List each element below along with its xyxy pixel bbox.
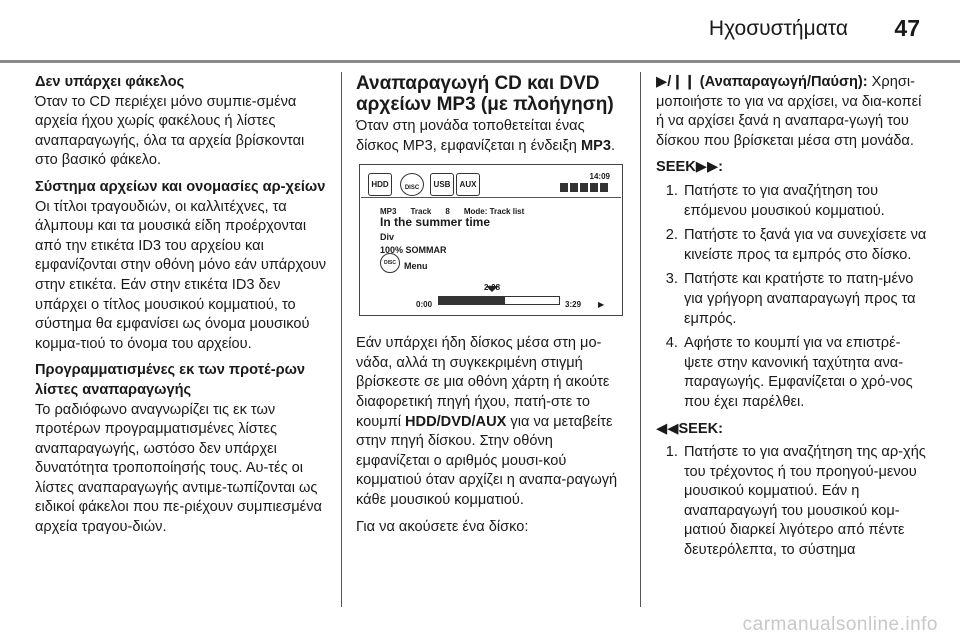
section-heading-file-system: Σύστημα αρχείων και ονομασίες αρ-χείων xyxy=(35,178,326,195)
hdd-dvd-aux-button-label: HDD/DVD/AUX xyxy=(405,413,507,430)
track-label: Track xyxy=(410,207,432,217)
column-divider xyxy=(640,72,641,607)
seek-forward-label: SEEK▶▶: xyxy=(656,159,724,176)
status-icons xyxy=(560,183,610,192)
list-item: 3. Πατήστε και κρατήστε το πατη-μένο για γρήγορη αναπαραγωγή προς τα εμπρός. xyxy=(682,270,928,329)
play-pause-text: Χρησι-μοποιήστε το για να αρχίσει, να δια-κοπεί ή να αρχίσει ξανά η αναπαρα-γωγή του δίσκου που βρίσκεται μέσα στη μονάδα. xyxy=(656,74,922,149)
source-aux-button: AUX xyxy=(456,173,480,196)
left-column xyxy=(35,73,327,545)
section-heading-playlists: Προγραμματισμένες εκ των προτέ-ρων λίστες αναπαραγωγής xyxy=(35,362,306,398)
mp3-indicator: MP3 xyxy=(580,137,611,154)
middle-column xyxy=(356,73,626,544)
start-time: 0:00 xyxy=(416,300,433,310)
section-text-no-folder: Όταν το CD περιέχει μόνο συμπιε-σμένα αρχεία ήχου χωρίς φακέλους ή λίστες αναπαραγωγής, όλα τα αρχεία βρίσκονται στο βασικό φάκελο. xyxy=(35,93,305,169)
play-arrow-icon: ▶ xyxy=(598,300,605,310)
menu-label: Menu xyxy=(404,261,428,272)
section-text-playlists: Το ραδιόφωνο αναγνωρίζει τις εκ των προτέρων προγραμματισμένες λίστες αναπαραγωγής, ωστόσο δεν υπάρχει δυνατότητα τροποποίησής τους. Αυ-τές οι λίστες αναπαραγωγής αντιμε-τωπίζονται ως ειδικοί φάκελοι που πε-ριέχουν συμπιεσμένα αρχεία τραγου-διών. xyxy=(35,401,322,536)
disc-source-text-end: για να μεταβείτε στην πηγή δίσκου. Στην οθόνη εμφανίζεται ο αριθμός μουσι-κού κομματιού όταν αρχίζει η αναπα-ραγωγή κάθε μουσικού κομματιού. xyxy=(356,413,618,508)
header-divider xyxy=(0,60,960,63)
disc-icon: DISC xyxy=(380,253,400,273)
track-number: 8 xyxy=(445,207,450,217)
source-usb-button: USB xyxy=(430,173,454,196)
play-pause-label: ▶/❙❙ (Αναπαραγωγή/Παύση): xyxy=(656,74,868,90)
end-time: 3:29 xyxy=(565,300,582,310)
source-disc-button: DISC xyxy=(400,173,424,196)
seek-back-label: ◀◀SEEK: xyxy=(656,420,724,437)
position-marker-icon xyxy=(486,286,498,292)
mode-label: Mode: Track list xyxy=(463,207,525,217)
list-item: 2. Πατήστε το ξανά για να συνεχίσετε να κινείστε προς τα εμπρός στο δίσκο. xyxy=(682,226,928,265)
song-title: In the summer time xyxy=(380,215,491,230)
play-pause-paragraph xyxy=(656,73,928,151)
section-heading-no-folder: Δεν υπάρχει φάκελος xyxy=(35,74,185,90)
mp3-intro xyxy=(356,117,626,156)
format-label: MP3 xyxy=(380,207,397,217)
section-text-file-system: Οι τίτλοι τραγουδιών, οι καλλιτέχνες, τα άλμπουμ και τα μουσικά είδη προέρχονται από την ετικέτα ID3 του αρχείου και εμφανίζονται στην οθόνη μόνο εάν υπάρχουν στην ετικέτα. Εάν στην ετικέτα ID3 δεν υπάρχει ο τίτλος μουσικού κομματιού, το σύστημα θα εμφανίσει ως όνομα μουσικού κομμα-τιού το όνομα του αρχείου. xyxy=(35,198,327,352)
page-number: 47 xyxy=(894,15,920,41)
seek-forward-list xyxy=(656,182,928,413)
column-divider xyxy=(341,72,342,607)
current-position-time: 2:08 xyxy=(484,283,501,293)
list-item: 1. Πατήστε το για αναζήτηση της αρ-χής του τρέχοντος ή του προηγού-μενου μουσικού κομματιού. Εάν η αναπαραγωγή του μουσικού κομ-ματιού διαρκεί λιγότερο από πέντε δευτερόλεπτα, το σύστημα xyxy=(682,443,928,561)
screen-divider xyxy=(361,197,621,198)
section-heading-mp3-playback: Αναπαραγωγή CD και DVD αρχείων MP3 (με πλοήγηση) xyxy=(356,73,614,115)
chapter-title: Ηχοσυστήματα xyxy=(708,17,848,40)
clock: 14:09 xyxy=(589,172,610,182)
source-hdd-button: HDD xyxy=(368,173,392,196)
page-header xyxy=(0,0,960,60)
disc-source-text-start: Εάν υπάρχει ήδη δίσκος μέσα στη μο-νάδα, αλλά τη συγκεκριμένη στιγμή βρίσκεστε σε μια οθόνη χάρτη ή ακούτε διαφορετική πηγή ήχου, πατή-στε το κουμπί xyxy=(356,335,610,430)
listen-disc-text: Για να ακούσετε ένα δίσκο: xyxy=(356,518,529,535)
list-item: 4. Αφήστε το κουμπί για να επιστρέ-ψετε στην κανονική ταχύτητα ανα-παραγωγής. Εμφανίζεται ο χρό-νος που έχει παρέλθει. xyxy=(682,334,928,412)
progress-bar xyxy=(438,296,560,305)
right-column xyxy=(656,73,928,568)
list-item: 1. Πατήστε το για αναζήτηση του επόμενου μουσικού κομματιού. xyxy=(682,182,928,221)
disc-source-text xyxy=(356,334,626,510)
artist-name: Div xyxy=(380,232,395,243)
watermark: carmanualsonline.info xyxy=(742,614,938,635)
radio-display-illustration xyxy=(359,164,623,316)
mp3-intro-end: . xyxy=(610,137,616,154)
mp3-intro-text: Όταν στη μονάδα τοποθετείται ένας δίσκος MP3, εμφανίζεται η ένδειξη xyxy=(356,118,585,154)
album-name: 100% SOMMAR xyxy=(380,245,447,256)
seek-back-list xyxy=(656,443,928,561)
